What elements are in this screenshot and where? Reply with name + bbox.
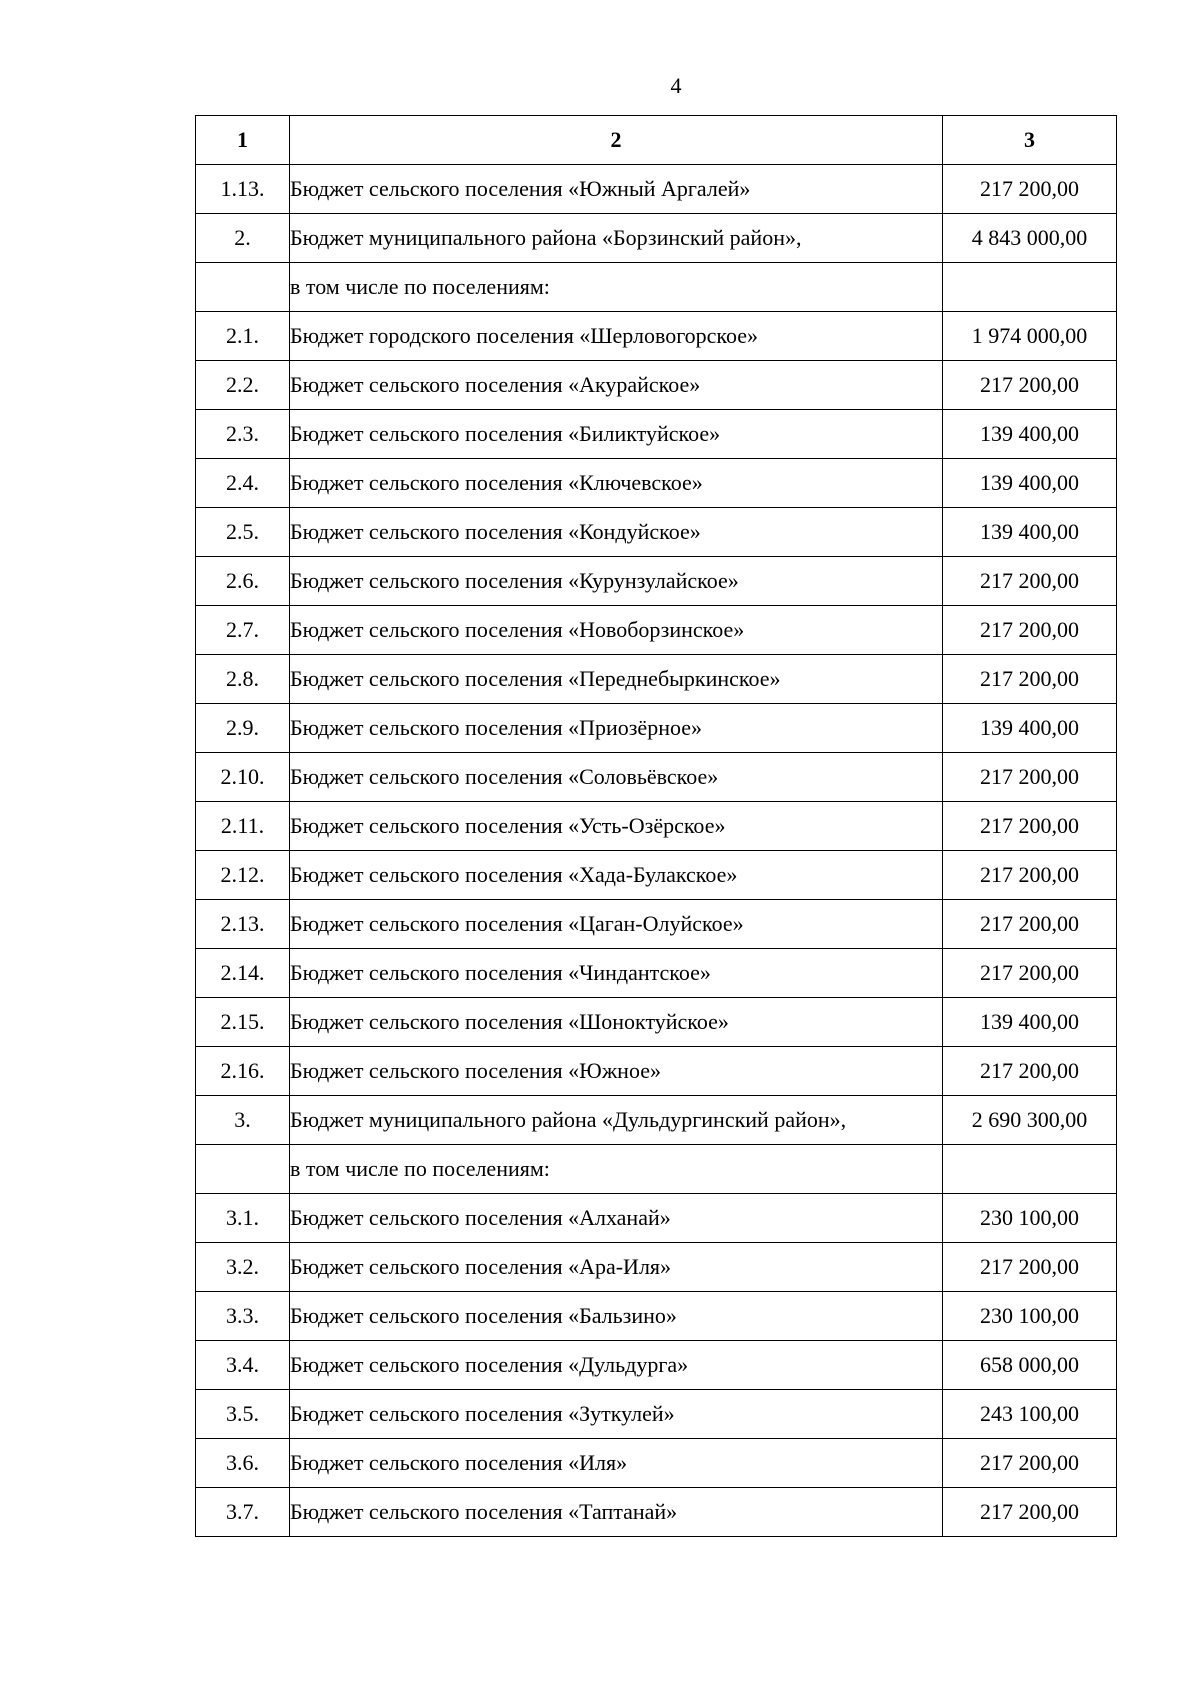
row-number-cell	[196, 1145, 290, 1194]
amount-cell: 217 200,00	[943, 1439, 1117, 1488]
table-row	[196, 1194, 1117, 1243]
page-number: 4	[670, 73, 682, 98]
budget-name-cell: Бюджет сельского поселения «Биликтуйское»	[290, 410, 943, 459]
table-row	[196, 557, 1117, 606]
amount-cell: 217 200,00	[943, 361, 1117, 410]
amount-cell: 217 200,00	[943, 655, 1117, 704]
amount-cell: 217 200,00	[943, 1047, 1117, 1096]
table-row	[196, 1047, 1117, 1096]
amount-cell: 139 400,00	[943, 508, 1117, 557]
table-row	[196, 361, 1117, 410]
table-header-row	[196, 116, 1117, 165]
amount-cell: 139 400,00	[943, 410, 1117, 459]
row-number-cell: 3.7.	[196, 1488, 290, 1537]
row-number-cell: 2.	[196, 214, 290, 263]
row-number-cell: 3.5.	[196, 1390, 290, 1439]
table-row	[196, 508, 1117, 557]
row-number-cell: 2.8.	[196, 655, 290, 704]
row-number-cell: 2.5.	[196, 508, 290, 557]
table-row	[196, 410, 1117, 459]
row-number-cell: 3.2.	[196, 1243, 290, 1292]
table-row	[196, 263, 1117, 312]
budget-name-cell: Бюджет сельского поселения «Цаган-Олуйское»	[290, 900, 943, 949]
table-row	[196, 1096, 1117, 1145]
amount-cell: 139 400,00	[943, 998, 1117, 1047]
row-number-cell: 2.3.	[196, 410, 290, 459]
table-row	[196, 704, 1117, 753]
amount-cell: 217 200,00	[943, 900, 1117, 949]
table-row	[196, 1292, 1117, 1341]
budget-name-cell: в том числе по поселениям:	[290, 1145, 943, 1194]
budget-name-cell: Бюджет сельского поселения «Иля»	[290, 1439, 943, 1488]
budget-name-cell: Бюджет сельского поселения «Курунзулайское»	[290, 557, 943, 606]
amount-cell: 217 200,00	[943, 851, 1117, 900]
table-row	[196, 1390, 1117, 1439]
amount-cell: 230 100,00	[943, 1292, 1117, 1341]
amount-cell: 217 200,00	[943, 802, 1117, 851]
row-number-cell: 1.13.	[196, 165, 290, 214]
amount-cell: 217 200,00	[943, 165, 1117, 214]
row-number-cell: 2.4.	[196, 459, 290, 508]
amount-cell: 217 200,00	[943, 557, 1117, 606]
row-number-cell: 3.1.	[196, 1194, 290, 1243]
row-number-cell: 2.16.	[196, 1047, 290, 1096]
header-column-2: 2	[290, 116, 943, 165]
amount-cell: 217 200,00	[943, 1488, 1117, 1537]
budget-allocation-table	[195, 115, 1117, 1537]
budget-name-cell: Бюджет сельского поселения «Алханай»	[290, 1194, 943, 1243]
amount-cell: 4 843 000,00	[943, 214, 1117, 263]
amount-cell: 1 974 000,00	[943, 312, 1117, 361]
row-number-cell: 2.2.	[196, 361, 290, 410]
budget-name-cell: в том числе по поселениям:	[290, 263, 943, 312]
budget-name-cell: Бюджет сельского поселения «Кондуйское»	[290, 508, 943, 557]
table-row	[196, 165, 1117, 214]
budget-name-cell: Бюджет сельского поселения «Шоноктуйское»	[290, 998, 943, 1047]
table-row	[196, 606, 1117, 655]
row-number-cell: 2.15.	[196, 998, 290, 1047]
budget-name-cell: Бюджет сельского поселения «Новоборзинское»	[290, 606, 943, 655]
amount-cell: 217 200,00	[943, 1243, 1117, 1292]
table-row	[196, 998, 1117, 1047]
table-row	[196, 1145, 1117, 1194]
budget-name-cell: Бюджет муниципального района «Борзинский район»,	[290, 214, 943, 263]
amount-cell: 658 000,00	[943, 1341, 1117, 1390]
budget-name-cell: Бюджет сельского поселения «Ключевское»	[290, 459, 943, 508]
row-number-cell: 2.1.	[196, 312, 290, 361]
budget-name-cell: Бюджет сельского поселения «Чиндантское»	[290, 949, 943, 998]
table-row	[196, 851, 1117, 900]
amount-cell: 217 200,00	[943, 949, 1117, 998]
row-number-cell: 2.7.	[196, 606, 290, 655]
budget-name-cell: Бюджет сельского поселения «Соловьёвское»	[290, 753, 943, 802]
amount-cell: 2 690 300,00	[943, 1096, 1117, 1145]
budget-name-cell: Бюджет сельского поселения «Усть-Озёрское»	[290, 802, 943, 851]
table-row	[196, 753, 1117, 802]
amount-cell: 139 400,00	[943, 704, 1117, 753]
budget-name-cell: Бюджет сельского поселения «Переднебыркинское»	[290, 655, 943, 704]
table-row	[196, 655, 1117, 704]
amount-cell: 139 400,00	[943, 459, 1117, 508]
amount-cell	[943, 1145, 1117, 1194]
row-number-cell: 2.9.	[196, 704, 290, 753]
row-number-cell: 3.4.	[196, 1341, 290, 1390]
row-number-cell: 3.	[196, 1096, 290, 1145]
row-number-cell: 2.6.	[196, 557, 290, 606]
table-row	[196, 459, 1117, 508]
budget-name-cell: Бюджет сельского поселения «Приозёрное»	[290, 704, 943, 753]
budget-name-cell: Бюджет сельского поселения «Южный Аргалей»	[290, 165, 943, 214]
amount-cell	[943, 263, 1117, 312]
header-column-3: 3	[943, 116, 1117, 165]
table-row	[196, 900, 1117, 949]
row-number-cell: 2.12.	[196, 851, 290, 900]
table-row	[196, 214, 1117, 263]
row-number-cell: 2.10.	[196, 753, 290, 802]
amount-cell: 230 100,00	[943, 1194, 1117, 1243]
row-number-cell: 2.11.	[196, 802, 290, 851]
table-row	[196, 802, 1117, 851]
amount-cell: 217 200,00	[943, 753, 1117, 802]
header-column-1: 1	[196, 116, 290, 165]
table-row	[196, 1439, 1117, 1488]
amount-cell: 217 200,00	[943, 606, 1117, 655]
budget-name-cell: Бюджет сельского поселения «Акурайское»	[290, 361, 943, 410]
budget-name-cell: Бюджет сельского поселения «Зуткулей»	[290, 1390, 943, 1439]
row-number-cell: 2.13.	[196, 900, 290, 949]
table-row	[196, 312, 1117, 361]
row-number-cell: 2.14.	[196, 949, 290, 998]
amount-cell: 243 100,00	[943, 1390, 1117, 1439]
table-row	[196, 1341, 1117, 1390]
row-number-cell: 3.6.	[196, 1439, 290, 1488]
row-number-cell: 3.3.	[196, 1292, 290, 1341]
row-number-cell	[196, 263, 290, 312]
budget-name-cell: Бюджет сельского поселения «Южное»	[290, 1047, 943, 1096]
budget-name-cell: Бюджет сельского поселения «Ара-Иля»	[290, 1243, 943, 1292]
table-row	[196, 1488, 1117, 1537]
table-row	[196, 1243, 1117, 1292]
table-row	[196, 949, 1117, 998]
budget-name-cell: Бюджет сельского поселения «Бальзино»	[290, 1292, 943, 1341]
budget-name-cell: Бюджет муниципального района «Дульдургинский район»,	[290, 1096, 943, 1145]
budget-name-cell: Бюджет городского поселения «Шерловогорское»	[290, 312, 943, 361]
budget-name-cell: Бюджет сельского поселения «Дульдурга»	[290, 1341, 943, 1390]
budget-name-cell: Бюджет сельского поселения «Хада-Булакское»	[290, 851, 943, 900]
budget-name-cell: Бюджет сельского поселения «Таптанай»	[290, 1488, 943, 1537]
